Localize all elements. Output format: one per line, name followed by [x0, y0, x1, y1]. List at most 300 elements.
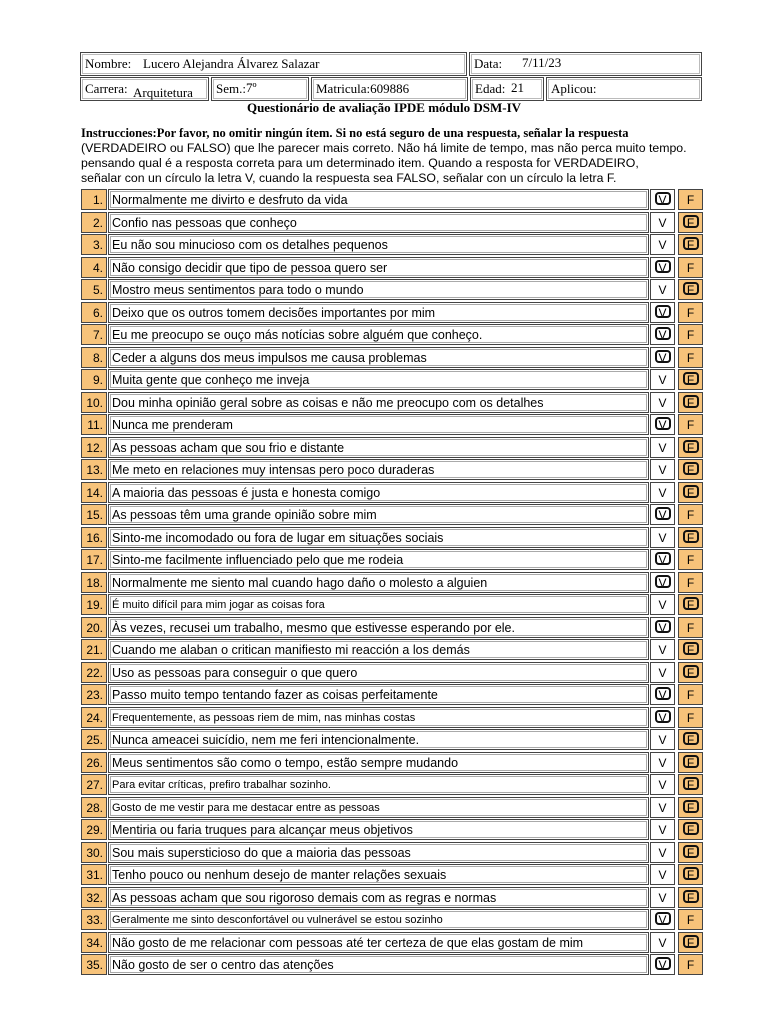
answer-circle-mark	[683, 890, 699, 903]
option-label: F	[686, 305, 695, 320]
answer-circle-mark	[683, 462, 699, 475]
answer-circle-mark	[683, 395, 699, 408]
aplicou-field[interactable]	[546, 77, 702, 101]
option-label: F	[686, 395, 695, 410]
question-number: 11.	[81, 414, 107, 435]
question-text: Não gosto de ser o centro das atenções	[108, 954, 649, 975]
answer-circle-mark	[683, 372, 699, 385]
option-verdadeiro[interactable]	[650, 324, 675, 345]
option-verdadeiro[interactable]	[650, 797, 675, 818]
question-text: Gosto de me vestir para me destacar entre as pessoas	[108, 797, 649, 818]
sem-field[interactable]	[211, 77, 309, 101]
question-text: Muita gente que conheço me inveja	[108, 369, 649, 390]
option-label: F	[686, 215, 695, 230]
answer-circle-mark	[683, 732, 699, 745]
option-verdadeiro[interactable]	[650, 527, 675, 548]
question-number: 28.	[81, 797, 107, 818]
option-verdadeiro[interactable]	[650, 257, 675, 278]
question-row	[81, 684, 704, 705]
option-falso[interactable]	[678, 572, 703, 593]
nombre-label: Nombre:	[85, 56, 132, 71]
option-label: V	[658, 845, 667, 860]
option-label: F	[686, 688, 695, 702]
option-label: V	[658, 418, 667, 432]
question-row	[81, 797, 704, 818]
question-number: 16.	[81, 527, 107, 548]
question-number: 21.	[81, 639, 107, 660]
answer-circle-mark	[683, 755, 699, 768]
option-verdadeiro[interactable]	[650, 279, 675, 300]
question-text: Mostro meus sentimentos para todo o mundo	[108, 279, 649, 300]
option-label: V	[658, 958, 667, 972]
option-label: F	[686, 328, 695, 342]
option-label: V	[658, 620, 667, 635]
question-text: Mentiria ou faria truques para alcançar meus objetivos	[108, 819, 649, 840]
answer-circle-mark	[683, 597, 699, 610]
sem-label: Sem.:	[216, 81, 246, 96]
option-label: F	[686, 845, 695, 860]
option-verdadeiro[interactable]	[650, 234, 675, 255]
question-row	[81, 482, 704, 503]
question-text: Eu não sou minucioso com os detalhes pequenos	[108, 234, 649, 255]
question-row	[81, 774, 704, 795]
question-row	[81, 572, 704, 593]
option-label: V	[658, 800, 667, 815]
question-text: Frequentemente, as pessoas riem de mim, nas minhas costas	[108, 707, 649, 728]
option-label: F	[686, 710, 695, 725]
option-label: V	[658, 598, 667, 612]
carrera-field[interactable]	[80, 77, 209, 101]
header-row-2	[80, 77, 704, 101]
data-value: 7/11/23	[522, 55, 562, 70]
option-label: F	[686, 553, 695, 567]
answer-circle-mark	[655, 417, 671, 430]
question-row	[81, 324, 704, 345]
option-verdadeiro[interactable]	[650, 954, 675, 975]
question-number: 24.	[81, 707, 107, 728]
option-verdadeiro[interactable]	[650, 752, 675, 773]
answer-circle-mark	[655, 552, 671, 565]
question-row	[81, 257, 704, 278]
option-label: F	[686, 823, 695, 837]
question-row	[81, 347, 704, 368]
option-label: F	[686, 530, 695, 545]
question-number: 5.	[81, 279, 107, 300]
question-number: 25.	[81, 729, 107, 750]
edad-label: Edad:	[475, 81, 506, 96]
question-number: 26.	[81, 752, 107, 773]
option-falso[interactable]	[678, 932, 703, 953]
option-falso[interactable]	[678, 527, 703, 548]
question-text: Às vezes, recusei um trabalho, mesmo que estivesse esperando por ele.	[108, 617, 649, 638]
question-row	[81, 279, 704, 300]
question-text: Nunca ameacei suicídio, nem me feri intencionalmente.	[108, 729, 649, 750]
option-falso[interactable]	[678, 482, 703, 503]
option-label: V	[658, 260, 667, 275]
option-label: F	[686, 890, 695, 905]
question-number: 9.	[81, 369, 107, 390]
answer-circle-mark	[655, 350, 671, 363]
question-text: As pessoas acham que sou rigoroso demais com as regras e normas	[108, 887, 649, 908]
question-row	[81, 369, 704, 390]
sem-value: 7º	[246, 80, 257, 95]
answer-circle-mark	[683, 215, 699, 228]
option-label: V	[658, 373, 667, 387]
option-label: V	[658, 283, 667, 297]
option-label: F	[686, 260, 695, 275]
aplicou-label: Aplicou:	[551, 81, 597, 96]
option-falso[interactable]	[678, 887, 703, 908]
option-falso[interactable]	[678, 279, 703, 300]
question-row	[81, 887, 704, 908]
question-row	[81, 392, 704, 413]
option-label: F	[686, 508, 695, 522]
question-text: Confio nas pessoas que conheço	[108, 212, 649, 233]
answer-circle-mark	[655, 957, 671, 970]
edad-value: 21	[511, 80, 524, 95]
option-label: V	[658, 868, 667, 882]
option-label: F	[686, 620, 695, 635]
option-falso[interactable]	[678, 594, 703, 615]
carrera-value: Arquitetura	[133, 85, 193, 100]
option-label: V	[658, 733, 667, 747]
question-row	[81, 594, 704, 615]
option-verdadeiro[interactable]	[650, 729, 675, 750]
answer-circle-mark	[683, 867, 699, 880]
option-falso[interactable]	[678, 392, 703, 413]
answer-circle-mark	[655, 575, 671, 588]
option-verdadeiro[interactable]	[650, 842, 675, 863]
option-label: V	[658, 485, 667, 500]
option-label: V	[658, 710, 667, 725]
question-text: Tenho pouco ou nenhum desejo de manter relações sexuais	[108, 864, 649, 885]
question-row	[81, 189, 704, 210]
option-label: V	[658, 215, 667, 230]
option-verdadeiro[interactable]	[650, 459, 675, 480]
option-falso[interactable]	[678, 302, 703, 323]
option-label: V	[658, 575, 667, 590]
question-number: 17.	[81, 549, 107, 570]
question-number: 35.	[81, 954, 107, 975]
answer-circle-mark	[683, 822, 699, 835]
option-label: V	[658, 463, 667, 477]
option-label: V	[658, 665, 667, 680]
option-verdadeiro[interactable]	[650, 302, 675, 323]
option-label: V	[658, 823, 667, 837]
option-label: F	[686, 463, 695, 477]
option-falso[interactable]	[678, 347, 703, 368]
option-falso[interactable]	[678, 234, 703, 255]
option-verdadeiro[interactable]	[650, 864, 675, 885]
answer-circle-mark	[683, 777, 699, 790]
answer-circle-mark	[655, 327, 671, 340]
option-label: V	[658, 305, 667, 320]
question-row	[81, 437, 704, 458]
question-row	[81, 752, 704, 773]
question-number: 13.	[81, 459, 107, 480]
question-number: 34.	[81, 932, 107, 953]
option-falso[interactable]	[678, 662, 703, 683]
option-label: F	[686, 800, 695, 815]
instructions-bold: Instrucciones:Por favor, no omitir ningún ítem. Si no está seguro de una respuesta, señalar la respuesta	[81, 126, 629, 140]
option-verdadeiro[interactable]	[650, 437, 675, 458]
option-label: V	[658, 508, 667, 522]
question-number: 23.	[81, 684, 107, 705]
option-falso[interactable]	[678, 257, 703, 278]
answer-circle-mark	[655, 305, 671, 318]
matricula-label: Matricula:	[316, 81, 371, 96]
question-number: 29.	[81, 819, 107, 840]
answer-circle-mark	[655, 192, 671, 205]
option-label: F	[686, 485, 695, 500]
answer-circle-mark	[655, 687, 671, 700]
option-falso[interactable]	[678, 459, 703, 480]
question-row	[81, 549, 704, 570]
question-text: Sou mais supersticioso do que a maioria das pessoas	[108, 842, 649, 863]
answer-circle-mark	[683, 485, 699, 498]
question-row	[81, 909, 704, 930]
option-verdadeiro[interactable]	[650, 504, 675, 525]
option-verdadeiro[interactable]	[650, 909, 675, 930]
option-verdadeiro[interactable]	[650, 774, 675, 795]
question-number: 18.	[81, 572, 107, 593]
question-row	[81, 729, 704, 750]
option-label: V	[658, 328, 667, 342]
option-verdadeiro[interactable]	[650, 662, 675, 683]
option-falso[interactable]	[678, 707, 703, 728]
option-verdadeiro[interactable]	[650, 212, 675, 233]
option-falso[interactable]	[678, 369, 703, 390]
question-text: Deixo que os outros tomem decisões importantes por mim	[108, 302, 649, 323]
question-text: É muito difícil para mim jogar as coisas fora	[108, 594, 649, 615]
option-falso[interactable]	[678, 819, 703, 840]
option-label: F	[686, 643, 695, 657]
option-label: F	[686, 575, 695, 590]
option-falso[interactable]	[678, 414, 703, 435]
option-falso[interactable]	[678, 504, 703, 525]
answer-circle-mark	[683, 237, 699, 250]
question-text: Me meto en relaciones muy intensas pero poco duraderas	[108, 459, 649, 480]
question-row	[81, 302, 704, 323]
question-number: 22.	[81, 662, 107, 683]
question-number: 2.	[81, 212, 107, 233]
option-falso[interactable]	[678, 549, 703, 570]
option-label: F	[686, 418, 695, 432]
question-row	[81, 617, 704, 638]
question-number: 7.	[81, 324, 107, 345]
instructions-line-3: pensando qual é a resposta correta para um determinado item. Quando a resposta for VERDADEIRO,	[81, 156, 639, 170]
question-row	[81, 707, 704, 728]
question-row	[81, 414, 704, 435]
question-number: 14.	[81, 482, 107, 503]
answer-circle-mark	[683, 282, 699, 295]
answer-circle-mark	[655, 260, 671, 273]
option-verdadeiro[interactable]	[650, 887, 675, 908]
question-row	[81, 234, 704, 255]
data-field[interactable]	[469, 52, 702, 76]
answer-circle-mark	[683, 845, 699, 858]
question-row	[81, 527, 704, 548]
answer-circle-mark	[683, 935, 699, 948]
option-falso[interactable]	[678, 684, 703, 705]
page-title: Questionário de avaliação IPDE módulo DSM-IV	[246, 100, 522, 115]
question-text: A maioria das pessoas é justa e honesta comigo	[108, 482, 649, 503]
question-number: 31.	[81, 864, 107, 885]
question-row	[81, 932, 704, 953]
question-row	[81, 639, 704, 660]
option-falso[interactable]	[678, 774, 703, 795]
question-row	[81, 504, 704, 525]
answer-circle-mark	[683, 440, 699, 453]
question-row	[81, 864, 704, 885]
option-falso[interactable]	[678, 864, 703, 885]
matricula-value: 609886	[370, 81, 410, 96]
answer-circle-mark	[683, 642, 699, 655]
option-verdadeiro[interactable]	[650, 617, 675, 638]
question-text: Sinto-me facilmente influenciado pelo que me rodeia	[108, 549, 649, 570]
question-text: Sinto-me incomodado ou fora de lugar em situações sociais	[108, 527, 649, 548]
option-verdadeiro[interactable]	[650, 414, 675, 435]
option-falso[interactable]	[678, 617, 703, 638]
question-text: Para evitar críticas, prefiro trabalhar sozinho.	[108, 774, 649, 795]
question-number: 8.	[81, 347, 107, 368]
question-number: 30.	[81, 842, 107, 863]
option-verdadeiro[interactable]	[650, 639, 675, 660]
option-label: F	[686, 733, 695, 747]
option-verdadeiro[interactable]	[650, 189, 675, 210]
question-text: Passo muito tempo tentando fazer as coisas perfeitamente	[108, 684, 649, 705]
question-number: 20.	[81, 617, 107, 638]
option-falso[interactable]	[678, 639, 703, 660]
question-number: 32.	[81, 887, 107, 908]
option-verdadeiro[interactable]	[650, 684, 675, 705]
option-falso[interactable]	[678, 954, 703, 975]
question-row	[81, 212, 704, 233]
option-verdadeiro[interactable]	[650, 549, 675, 570]
option-verdadeiro[interactable]	[650, 392, 675, 413]
option-falso[interactable]	[678, 212, 703, 233]
option-verdadeiro[interactable]	[650, 347, 675, 368]
answer-circle-mark	[655, 912, 671, 925]
question-text: Ceder a alguns dos meus impulsos me causa problemas	[108, 347, 649, 368]
question-text: Dou minha opinião geral sobre as coisas e não me preocupo com os detalhes	[108, 392, 649, 413]
option-label: F	[686, 958, 695, 972]
answer-circle-mark	[655, 507, 671, 520]
option-falso[interactable]	[678, 189, 703, 210]
option-label: F	[686, 283, 695, 297]
question-number: 4.	[81, 257, 107, 278]
option-label: V	[658, 193, 667, 207]
question-number: 27.	[81, 774, 107, 795]
answer-circle-mark	[683, 530, 699, 543]
question-number: 19.	[81, 594, 107, 615]
question-row	[81, 459, 704, 480]
option-falso[interactable]	[678, 752, 703, 773]
option-label: V	[658, 778, 667, 792]
question-number: 15.	[81, 504, 107, 525]
matricula-field[interactable]	[311, 77, 468, 101]
question-text: Não consigo decidir que tipo de pessoa quero ser	[108, 257, 649, 278]
question-text: As pessoas acham que sou frio e distante	[108, 437, 649, 458]
option-verdadeiro[interactable]	[650, 482, 675, 503]
question-text: Cuando me alaban o critican manifiesto mi reacción a los demás	[108, 639, 649, 660]
option-label: V	[658, 350, 667, 365]
answer-circle-mark	[655, 620, 671, 633]
edad-field[interactable]	[470, 77, 544, 101]
option-falso[interactable]	[678, 909, 703, 930]
option-label: V	[658, 755, 667, 770]
question-number: 1.	[81, 189, 107, 210]
question-text: Normalmente me siento mal cuando hago daño o molesto a alguien	[108, 572, 649, 593]
answer-circle-mark	[655, 710, 671, 723]
option-label: F	[686, 778, 695, 792]
option-falso[interactable]	[678, 437, 703, 458]
option-label: V	[658, 643, 667, 657]
question-number: 3.	[81, 234, 107, 255]
option-falso[interactable]	[678, 729, 703, 750]
question-text: Uso as pessoas para conseguir o que quero	[108, 662, 649, 683]
question-text: Não gosto de me relacionar com pessoas até ter certeza de que elas gostam de mim	[108, 932, 649, 953]
option-verdadeiro[interactable]	[650, 707, 675, 728]
question-row	[81, 954, 704, 975]
question-text: Nunca me prenderam	[108, 414, 649, 435]
option-falso[interactable]	[678, 842, 703, 863]
option-label: F	[686, 755, 695, 770]
option-label: F	[686, 913, 695, 927]
question-row	[81, 662, 704, 683]
option-falso[interactable]	[678, 324, 703, 345]
option-label: F	[686, 665, 695, 680]
instructions	[81, 126, 706, 186]
option-verdadeiro[interactable]	[650, 572, 675, 593]
option-label: V	[658, 530, 667, 545]
question-row	[81, 819, 704, 840]
option-label: F	[686, 193, 695, 207]
question-text: Meus sentimentos são como o tempo, estão sempre mudando	[108, 752, 649, 773]
option-label: F	[686, 440, 695, 455]
nombre-field[interactable]	[80, 52, 467, 76]
option-verdadeiro[interactable]	[650, 819, 675, 840]
instructions-line-2: (VERDADEIRO ou FALSO) que lhe parecer mais correto. Não há limite de tempo, mas não perca muito tempo.	[81, 141, 687, 155]
option-label: V	[658, 913, 667, 927]
answer-circle-mark	[683, 800, 699, 813]
option-label: V	[658, 440, 667, 455]
option-verdadeiro[interactable]	[650, 594, 675, 615]
question-text: Normalmente me divirto e desfruto da vida	[108, 189, 649, 210]
nombre-value: Lucero Alejandra Álvarez Salazar	[143, 56, 320, 71]
option-label: V	[658, 553, 667, 567]
data-label: Data:	[474, 56, 503, 71]
carrera-label: Carrera:	[85, 81, 128, 96]
option-falso[interactable]	[678, 797, 703, 818]
option-label: V	[658, 688, 667, 702]
option-verdadeiro[interactable]	[650, 932, 675, 953]
question-number: 10.	[81, 392, 107, 413]
option-label: F	[686, 238, 695, 252]
option-label: F	[686, 598, 695, 612]
option-label: F	[686, 935, 695, 950]
question-text: Eu me preocupo se ouço más notícias sobre alguém que conheço.	[108, 324, 649, 345]
question-text: Geralmente me sinto desconfortável ou vulnerável se estou sozinho	[108, 909, 649, 930]
instructions-line-4: señalar con un círculo la letra V, cuando la respuesta sea FALSO, señalar con un círculo la letra F.	[81, 171, 617, 185]
option-label: V	[658, 395, 667, 410]
option-label: F	[686, 868, 695, 882]
question-number: 12.	[81, 437, 107, 458]
option-label: V	[658, 935, 667, 950]
option-verdadeiro[interactable]	[650, 369, 675, 390]
answer-circle-mark	[683, 665, 699, 678]
option-label: V	[658, 238, 667, 252]
